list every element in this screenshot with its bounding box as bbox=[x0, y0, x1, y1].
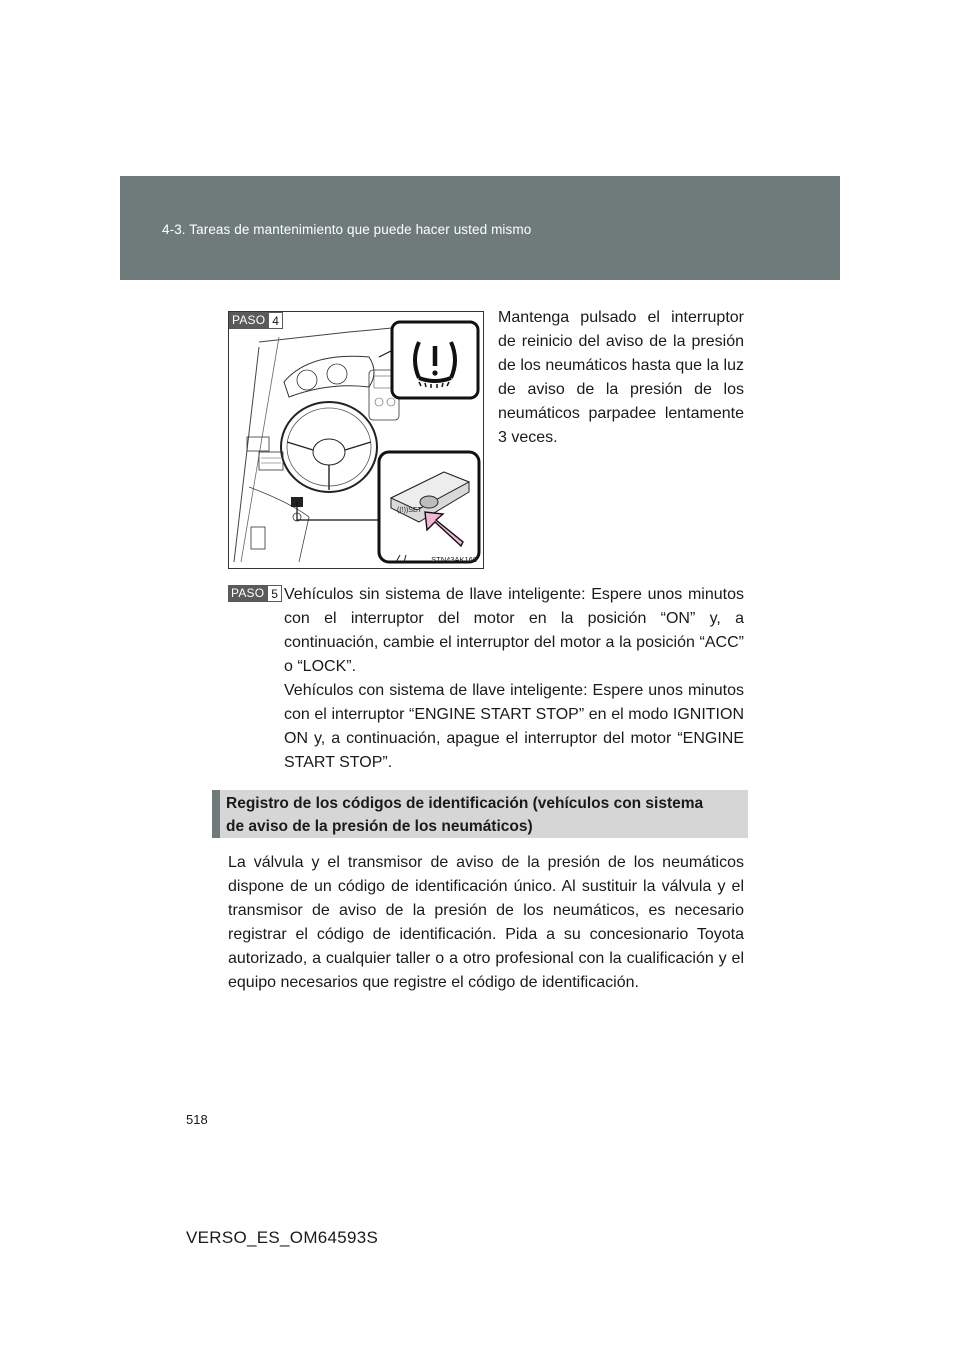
section-title-line-1: Registro de los códigos de identificación (vehículos con sistema bbox=[226, 795, 704, 812]
dashboard-drawing bbox=[229, 312, 484, 569]
paso-5-badge bbox=[228, 585, 282, 602]
svg-text:((!))SET: ((!))SET bbox=[397, 507, 422, 514]
step-4-text: Mantenga pulsado el interruptor de reinicio del aviso de la presión de los neumáticos hasta que la luz de aviso de la presión de los neumáticos parpadee lentamente 3 veces. bbox=[498, 309, 744, 446]
paso-5-label: PASO bbox=[228, 585, 267, 602]
section-heading: 4-3. Tareas de mantenimiento que puede hacer usted mismo bbox=[162, 222, 532, 237]
step-5-text-no-smart-key: Vehículos sin sistema de llave inteligente: Espere unos minutos con el interruptor del motor en la posición “ON” y, a continuación, cambie el interruptor del motor a la posición “ACC” o “LOCK”. bbox=[284, 586, 744, 675]
paso-4-badge bbox=[229, 312, 283, 329]
step-5-text-smart-key: Vehículos con sistema de llave inteligente: Espere unos minutos con el interruptor “ENGINE START STOP” en el modo IGNITION ON y, a continuación, apague el interruptor del motor “ENGINE START STOP”. bbox=[284, 682, 744, 771]
paso-4-number: 4 bbox=[268, 312, 283, 329]
section-body: La válvula y el transmisor de aviso de la presión de los neumáticos dispone de un código de identificación único. Al sustituir la válvula y el transmisor de aviso de la presión de los neumáticos, es necesario registrar el código de identificación. Pida a su concesionario Toyota autorizado, a cualquier taller o a otro profesional con la cualificación y el equipo necesarios que registre el código de identificación. bbox=[228, 854, 744, 991]
dashboard-illustration bbox=[228, 311, 484, 569]
paso-4-label: PASO bbox=[229, 312, 268, 329]
paso-5-number: 5 bbox=[267, 585, 282, 602]
section-title-line-2: de aviso de la presión de los neumáticos) bbox=[226, 818, 533, 835]
section-title-box bbox=[212, 790, 748, 838]
footer-code: VERSO_ES_OM64593S bbox=[186, 1228, 379, 1247]
figure-code: STN43AK168 bbox=[431, 555, 477, 564]
page-number: 518 bbox=[186, 1112, 208, 1127]
header-band bbox=[120, 176, 840, 280]
